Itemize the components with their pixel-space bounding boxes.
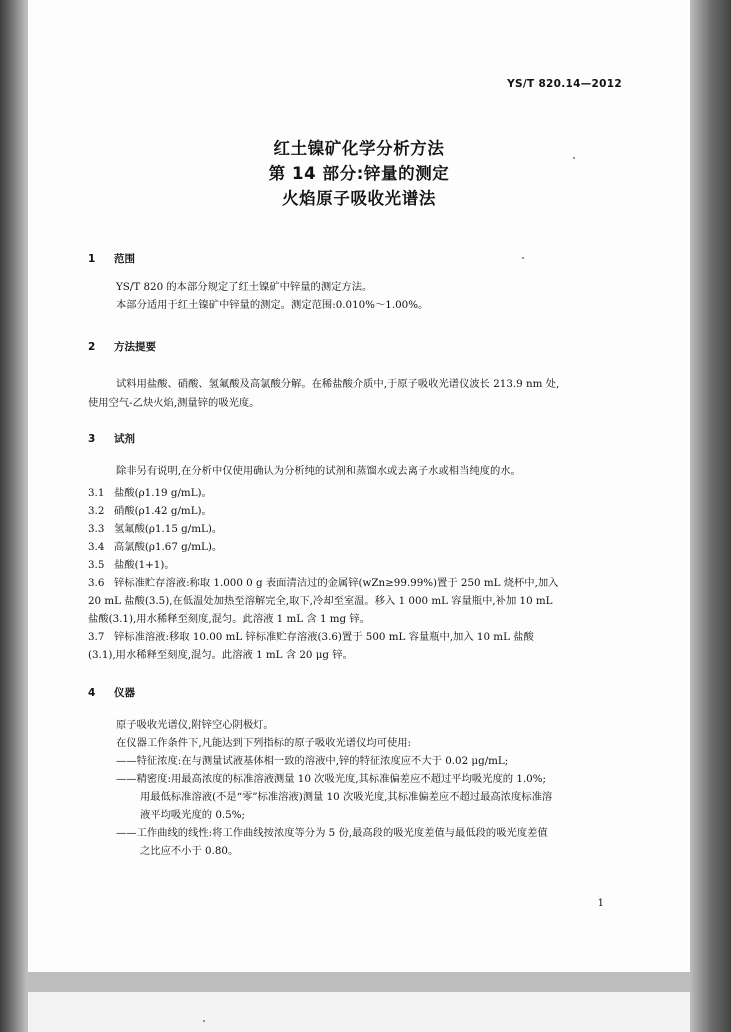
title-line-1: 红土镍矿化学分析方法 (273, 139, 445, 158)
section-title: 试剂 (114, 433, 135, 445)
item-text: 锌标准溶液:移取 10.00 mL 锌标准贮存溶液(3.6)置于 500 mL 容量瓶中,加入 10 mL 盐酸 (114, 631, 534, 643)
item-number: 3.5 (88, 559, 105, 571)
item-text: 盐酸(ρ1.19 g/mL)。 (114, 487, 212, 499)
dash-item: ——精密度:用最高浓度的标准溶液测量 10 次吸光度,其标准偏差应不超过平均吸光度的 1.0%; (116, 773, 546, 785)
item-number: 3.7 (88, 631, 105, 643)
dash-item: ——特征浓度:在与测量试液基体相一致的溶液中,锌的特征浓度应不大于 0.02 μg/mL; (116, 755, 509, 767)
item-text: 氢氟酸(ρ1.15 g/mL)。 (114, 523, 223, 535)
item-number: 3.6 (88, 577, 105, 589)
list-item (88, 574, 558, 592)
item-number: 3.2 (88, 505, 105, 517)
section-title: 范围 (114, 253, 135, 265)
dash-continuation: 液平均吸光度的 0.5%; (140, 809, 245, 821)
paragraph: 原子吸收光谱仪,附锌空心阴极灯。 (116, 719, 274, 731)
list-item (88, 538, 222, 556)
list-item (88, 628, 534, 646)
section-4-heading (88, 685, 135, 700)
item-text: 锌标准贮存溶液:称取 1.000 0 g 表面清洁过的金属锌(wZn≥99.99%)置于 250 mL 烧杯中,加入 (114, 577, 559, 589)
item-continuation: 20 mL 盐酸(3.5),在低温处加热至溶解完全,取下,冷却至室温。移入 1 000 mL 容量瓶中,补加 10 mL (88, 595, 553, 607)
paragraph: 本部分适用于红土镍矿中锌量的测定。测定范围:0.010%～1.00%。 (116, 299, 429, 311)
section-number: 4 (88, 687, 96, 699)
scan-speck (203, 1020, 205, 1022)
title-line-3: 火焰原子吸收光谱法 (282, 189, 436, 208)
dash-continuation: 之比应不小于 0.80。 (140, 845, 239, 857)
item-number: 3.3 (88, 523, 105, 535)
document-title (28, 136, 690, 211)
dash-continuation: 用最低标准溶液(不是“零”标准溶液)测量 10 次吸光度,其标准偏差应不超过最高浓度标准溶 (140, 791, 553, 803)
list-item (88, 520, 222, 538)
item-continuation: 盐酸(3.1),用水稀释至刻度,混匀。此溶液 1 mL 含 1 mg 锌。 (88, 613, 370, 625)
standard-number: YS/T 820.14—2012 (507, 78, 622, 90)
paragraph: 试料用盐酸、硝酸、氢氟酸及高氯酸分解。在稀盐酸介质中,于原子吸收光谱仪波长 213.9 nm 处, (116, 378, 560, 390)
item-number: 3.1 (88, 487, 105, 499)
list-item (88, 556, 175, 574)
section-number: 1 (88, 253, 96, 265)
item-text: 硝酸(ρ1.42 g/mL)。 (114, 505, 212, 517)
list-item (88, 502, 212, 520)
next-page-edge (28, 992, 690, 1032)
section-number: 3 (88, 433, 96, 445)
item-text: 盐酸(1+1)。 (114, 559, 175, 571)
item-continuation: (3.1),用水稀释至刻度,混匀。此溶液 1 mL 含 20 μg 锌。 (88, 649, 353, 661)
item-text: 高氯酸(ρ1.67 g/mL)。 (114, 541, 223, 553)
paragraph: 除非另有说明,在分析中仅使用确认为分析纯的试剂和蒸馏水或去离子水或相当纯度的水。 (116, 465, 521, 477)
document-page (28, 0, 690, 972)
section-2-heading (88, 339, 156, 354)
section-title: 仪器 (114, 687, 135, 699)
section-title: 方法提要 (114, 341, 156, 353)
page-number: 1 (597, 898, 604, 909)
scan-speck (522, 257, 524, 259)
paragraph: 使用空气-乙炔火焰,测量锌的吸光度。 (88, 397, 260, 409)
title-line-2: 第 14 部分:锌量的测定 (268, 164, 450, 183)
item-number: 3.4 (88, 541, 105, 553)
section-3-heading (88, 431, 135, 446)
paragraph: 在仪器工作条件下,凡能达到下列指标的原子吸收光谱仪均可使用: (116, 737, 412, 749)
scan-speck (573, 157, 575, 159)
section-1-heading (88, 251, 135, 266)
section-number: 2 (88, 341, 96, 353)
list-item (88, 484, 212, 502)
dash-item: ——工作曲线的线性:将工作曲线按浓度等分为 5 份,最高段的吸光度差值与最低段的吸光度差值 (116, 827, 548, 839)
paragraph: YS/T 820 的本部分规定了红土镍矿中锌量的测定方法。 (116, 281, 373, 293)
